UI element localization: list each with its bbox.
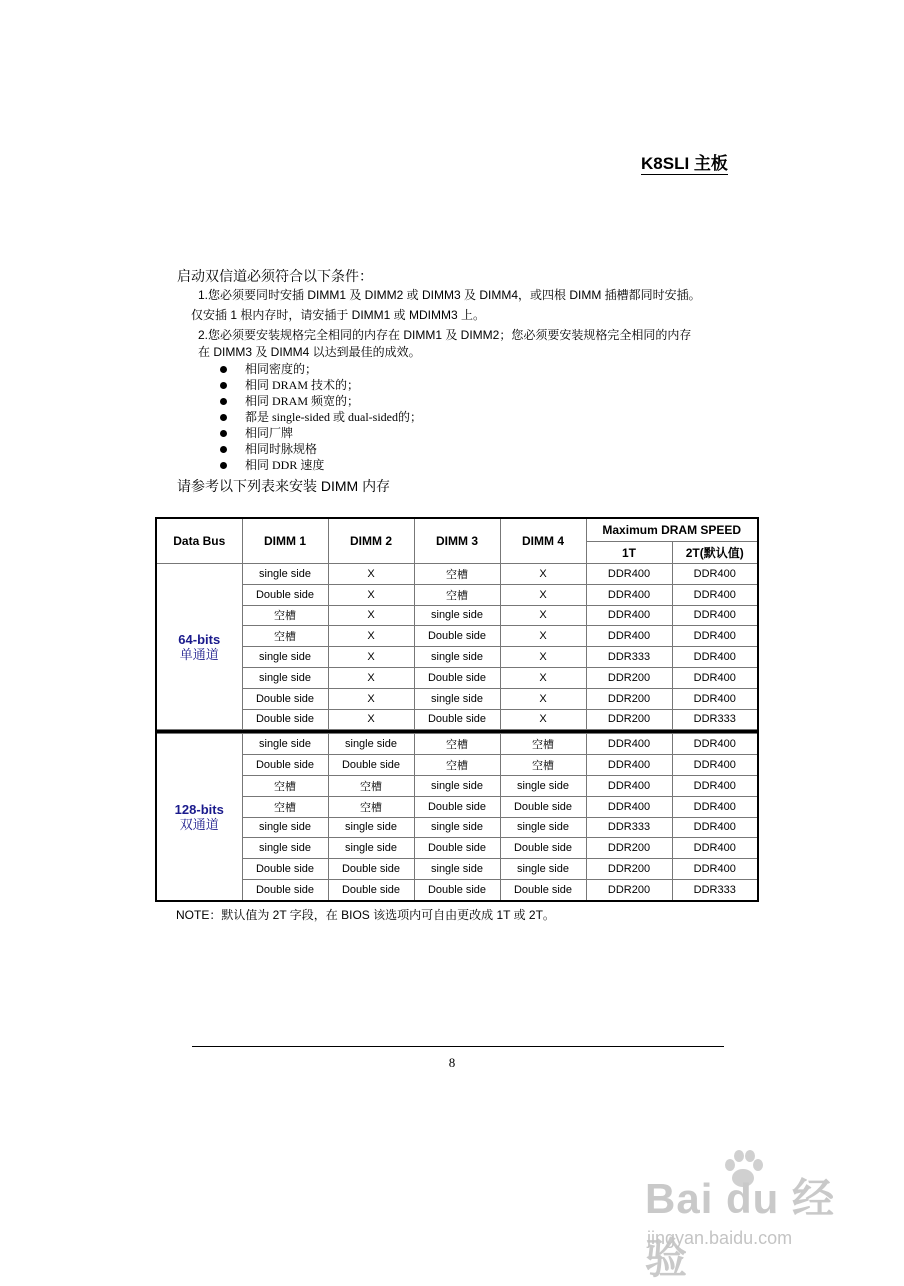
table-cell: 空槽: [242, 605, 328, 626]
table-cell: Double side: [328, 879, 414, 900]
header-max-speed: Maximum DRAM SPEED: [586, 518, 758, 542]
table-cell: DDR400: [672, 647, 758, 668]
table-row: [156, 688, 758, 709]
table-cell: DDR200: [586, 688, 672, 709]
watermark-url: jingyan.baidu.com: [647, 1228, 793, 1248]
table-cell: single side: [242, 734, 328, 755]
table-cell: DDR400: [672, 626, 758, 647]
table-cell: DDR400: [672, 688, 758, 709]
table-cell: 空槽: [242, 626, 328, 647]
baidu-watermark: [645, 1148, 860, 1282]
table-cell: X: [328, 564, 414, 585]
table-cell: DDR400: [672, 755, 758, 776]
list-item: 都是 single-sided 或 dual-sided的；: [219, 409, 422, 425]
table-heading: 请参考以下列表来安装 DIMM 内存: [177, 478, 391, 494]
group-label: [156, 564, 242, 730]
table-row: [156, 667, 758, 688]
table-cell: 空槽: [328, 775, 414, 796]
table-cell: single side: [242, 647, 328, 668]
table-cell: DDR200: [586, 838, 672, 859]
table-row: [156, 647, 758, 668]
page-number: 8: [448, 1055, 456, 1070]
paragraph-2: 仅安插 1 根内存时，请安插于 DIMM1 或 MDIMM3 上。: [191, 308, 486, 322]
table-cell: DDR400: [672, 667, 758, 688]
table-cell: single side: [500, 859, 586, 880]
list-item: 相同 DDR 速度: [219, 457, 422, 473]
table-row: [156, 775, 758, 796]
table-row: [156, 564, 758, 585]
table-cell: X: [328, 667, 414, 688]
table-cell: X: [328, 584, 414, 605]
table-row: [156, 879, 758, 900]
intro-heading: 启动双信道必须符合以下条件：: [177, 268, 373, 284]
table-cell: Double side: [242, 755, 328, 776]
table-cell: single side: [242, 564, 328, 585]
list-item: 相同厂牌: [219, 425, 422, 441]
table-cell: DDR400: [672, 584, 758, 605]
table-cell: X: [328, 605, 414, 626]
table-cell: DDR400: [672, 605, 758, 626]
table-cell: DDR400: [672, 775, 758, 796]
table-cell: 空槽: [242, 775, 328, 796]
table-cell: 空槽: [414, 584, 500, 605]
table-cell: single side: [414, 605, 500, 626]
table-cell: single side: [242, 817, 328, 838]
table-cell: single side: [414, 859, 500, 880]
table-cell: Double side: [414, 796, 500, 817]
watermark-brand: Bai du 经验: [645, 1175, 836, 1282]
table-cell: DDR400: [672, 796, 758, 817]
table-cell: DDR400: [586, 605, 672, 626]
table-row: [156, 584, 758, 605]
header-2t: 2T(默认值): [672, 542, 758, 564]
header-dimm1: DIMM 1: [242, 518, 328, 564]
table-cell: X: [500, 688, 586, 709]
group-128-bits: [156, 734, 758, 901]
table-cell: single side: [414, 775, 500, 796]
table-cell: Double side: [328, 859, 414, 880]
table-cell: single side: [500, 775, 586, 796]
group-label-bits: 128-bits: [174, 802, 224, 818]
group-label-channel: 单通道: [179, 646, 219, 662]
table-row: [156, 838, 758, 859]
table-cell: DDR400: [586, 734, 672, 755]
table-cell: Double side: [414, 709, 500, 730]
group-label: [156, 734, 242, 901]
table-cell: DDR400: [672, 859, 758, 880]
table-row: [156, 709, 758, 730]
table-cell: Double side: [414, 838, 500, 859]
header-dimm2: DIMM 2: [328, 518, 414, 564]
table-cell: DDR400: [672, 838, 758, 859]
table-cell: single side: [328, 838, 414, 859]
table-cell: DDR333: [586, 647, 672, 668]
table-cell: DDR333: [672, 879, 758, 900]
table-cell: DDR400: [586, 626, 672, 647]
table-cell: X: [500, 667, 586, 688]
table-row: [156, 859, 758, 880]
table-cell: DDR200: [586, 879, 672, 900]
table-cell: Double side: [500, 879, 586, 900]
table-cell: X: [500, 647, 586, 668]
table-cell: 空槽: [500, 734, 586, 755]
table-cell: DDR200: [586, 859, 672, 880]
table-cell: Double side: [414, 667, 500, 688]
table-cell: X: [500, 605, 586, 626]
table-cell: single side: [328, 734, 414, 755]
table-cell: single side: [414, 647, 500, 668]
table-row: [156, 755, 758, 776]
paragraph-4: 在 DIMM3 及 DIMM4 以达到最佳的成效。: [198, 345, 421, 359]
table-row: [156, 734, 758, 755]
note-text: NOTE：默认值为 2T 字段，在 BIOS 该选项内可自由更改成 1T 或 2T。: [176, 908, 555, 922]
paragraph-1: 1.您必须要同时安插 DIMM1 及 DIMM2 或 DIMM3 及 DIMM4，或四根 DIMM 插槽都同时安插。: [198, 288, 701, 302]
table-cell: DDR400: [672, 734, 758, 755]
table-cell: Double side: [500, 838, 586, 859]
table-cell: DDR400: [586, 755, 672, 776]
table-cell: X: [328, 626, 414, 647]
table-cell: Double side: [242, 688, 328, 709]
paragraph-3: 2.您必须要安装规格完全相同的内存在 DIMM1 及 DIMM2；您必须要安装规格完全相同的内存: [198, 328, 692, 342]
table-cell: X: [500, 584, 586, 605]
table-cell: DDR400: [672, 817, 758, 838]
table-cell: 空槽: [414, 564, 500, 585]
table-cell: DDR400: [586, 775, 672, 796]
table-cell: 空槽: [242, 796, 328, 817]
table-cell: 空槽: [328, 796, 414, 817]
table-cell: X: [500, 709, 586, 730]
header-dimm4: DIMM 4: [500, 518, 586, 564]
table-cell: X: [328, 647, 414, 668]
table-cell: X: [328, 688, 414, 709]
dimm-table: [155, 517, 759, 902]
header-data-bus: Data Bus: [156, 518, 242, 564]
list-item: 相同 DRAM 技术的；: [219, 377, 422, 393]
table-cell: 空槽: [414, 755, 500, 776]
table-row: [156, 626, 758, 647]
table-cell: DDR200: [586, 667, 672, 688]
table-cell: single side: [242, 667, 328, 688]
table-cell: X: [328, 709, 414, 730]
table-cell: single side: [242, 838, 328, 859]
table-cell: single side: [328, 817, 414, 838]
group-label-channel: 双通道: [179, 817, 219, 833]
table-cell: DDR400: [672, 564, 758, 585]
table-cell: 空槽: [500, 755, 586, 776]
list-item: 相同 DRAM 频宽的；: [219, 393, 422, 409]
table-cell: DDR333: [672, 709, 758, 730]
table-cell: DDR400: [586, 584, 672, 605]
list-item: 相同密度的；: [219, 361, 422, 377]
table-cell: Double side: [500, 796, 586, 817]
table-cell: X: [500, 626, 586, 647]
table-row: [156, 605, 758, 626]
table-cell: Double side: [414, 626, 500, 647]
table-cell: X: [500, 564, 586, 585]
table-cell: Double side: [328, 755, 414, 776]
table-row: [156, 817, 758, 838]
table-row: [156, 796, 758, 817]
table-cell: Double side: [242, 584, 328, 605]
table-cell: Double side: [242, 709, 328, 730]
header-title: K8SLI 主板: [641, 154, 728, 173]
footer-divider: [192, 1046, 724, 1047]
list-item: 相同时脉规格: [219, 441, 422, 457]
table-cell: DDR333: [586, 817, 672, 838]
table-cell: single side: [414, 817, 500, 838]
header-1t: 1T: [586, 542, 672, 564]
table-cell: Double side: [242, 879, 328, 900]
header-dimm3: DIMM 3: [414, 518, 500, 564]
table-cell: Double side: [414, 879, 500, 900]
table-cell: single side: [414, 688, 500, 709]
table-cell: DDR200: [586, 709, 672, 730]
table-cell: DDR400: [586, 564, 672, 585]
table-cell: Double side: [242, 859, 328, 880]
table-cell: single side: [500, 817, 586, 838]
group-64-bits: [156, 564, 758, 730]
table-cell: 空槽: [414, 734, 500, 755]
group-label-bits: 64-bits: [178, 631, 221, 647]
requirement-list: [219, 361, 422, 473]
table-cell: DDR400: [586, 796, 672, 817]
